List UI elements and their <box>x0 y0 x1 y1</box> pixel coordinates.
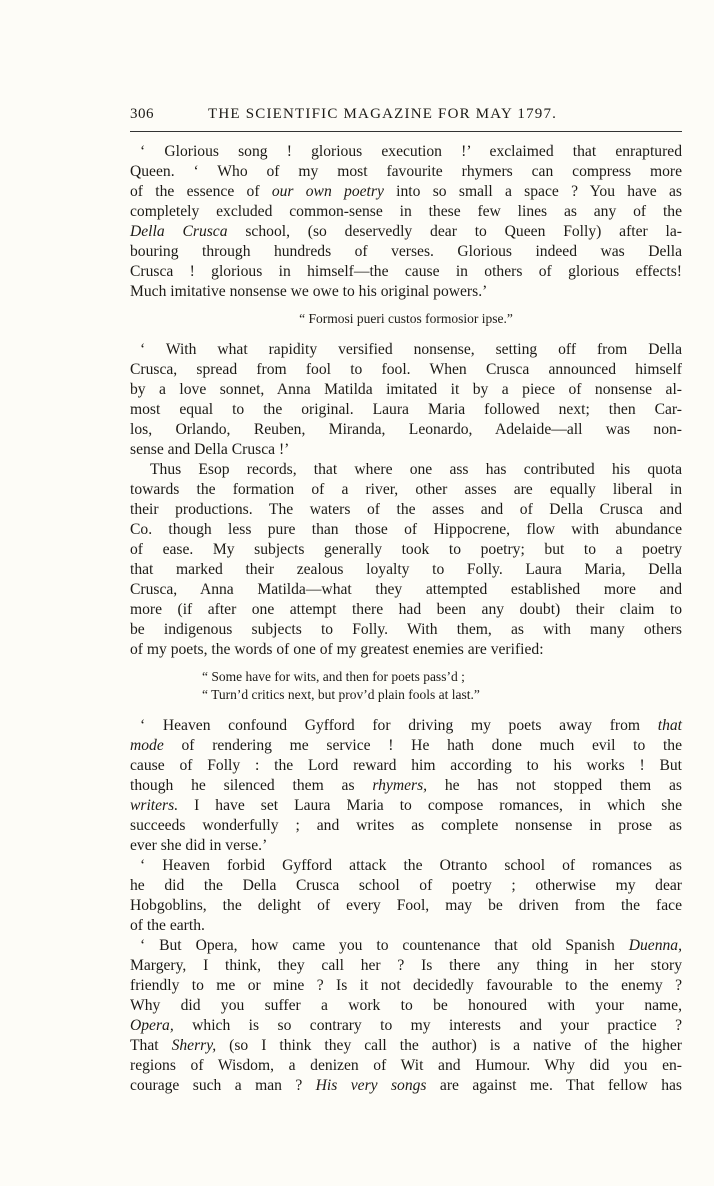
text-line: That Sherry, (so I think they call the author) is a native of the higher <box>130 1037 682 1054</box>
paragraph-1 <box>130 142 682 302</box>
paragraph-5 <box>130 856 682 936</box>
text-line: Opera, which is so contrary to my interests and your practice ? <box>130 1017 682 1034</box>
running-title: THE SCIENTIFIC MAGAZINE FOR MAY 1797. <box>208 106 558 122</box>
text-line: towards the formation of a river, other asses are equally liberal in <box>130 481 682 498</box>
text-line: of the essence of our own poetry into so small a space ? You have as <box>130 183 683 200</box>
text-line: though he silenced them as rhymers, he has not stopped them as <box>130 777 682 794</box>
text-line: Margery, I think, they call her ? Is there any thing in her story <box>130 957 682 974</box>
text-line: more (if after one attempt there had been any doubt) their claim to <box>130 601 682 618</box>
text-line: ‘ With what rapidity versified nonsense, setting off from Della <box>140 341 682 358</box>
text-line: completely excluded common-sense in these few lines as any of the <box>130 203 682 220</box>
text-line: Queen. ‘ Who of my most favourite rhymers can compress more <box>130 163 682 180</box>
latin-quotation: “ Formosi pueri custos formosior ipse.” <box>299 311 513 326</box>
paragraph-6 <box>130 936 682 1096</box>
text-line: ever she did in verse.’ <box>130 837 268 854</box>
text-line: by a love sonnet, Anna Matilda imitated it by a piece of nonsense al- <box>130 381 682 398</box>
text-line: their productions. The waters of the asses and of Della Crusca and <box>130 501 682 518</box>
text-line: Co. though less pure than those of Hippocrene, flow with abundance <box>130 521 682 538</box>
italic-phrase: Della Crusca <box>130 223 228 240</box>
text-line: regions of Wisdom, a denizen of Wit and Humour. Why did you en- <box>130 1057 682 1074</box>
text-line: friendly to me or mine ? Is it not decidedly favourable to the enemy ? <box>130 977 682 994</box>
italic-phrase: Sherry, <box>171 1037 217 1054</box>
italic-phrase: Opera, <box>130 1017 174 1034</box>
text-line: succeeds wonderfully ; and writes as complete nonsense in prose as <box>130 817 682 834</box>
text-line: he did the Della Crusca school of poetry ; otherwise my dear <box>130 877 682 894</box>
text-line: of my poets, the words of one of my greatest enemies are verified: <box>130 641 544 658</box>
text-line: los, Orlando, Reuben, Miranda, Leonardo, Adelaide—all was non- <box>130 421 682 438</box>
italic-phrase: our own poetry <box>271 183 384 200</box>
text-line: ‘ Glorious song ! glorious execution !’ exclaimed that enraptured <box>140 143 682 160</box>
italic-phrase: His very songs <box>315 1077 427 1094</box>
text-line: that marked their zealous loyalty to Folly. Laura Maria, Della <box>130 561 682 578</box>
text-line: Why did you suffer a work to be honoured with your name, <box>130 997 682 1014</box>
italic-phrase: rhymers, <box>372 777 428 794</box>
paragraph-3 <box>130 460 682 660</box>
italic-phrase: writers. <box>130 797 179 814</box>
text-line: Crusca, Anna Matilda—what they attempted established more and <box>130 581 682 598</box>
text-line: of the earth. <box>130 917 205 934</box>
text-line: mode of rendering me service ! He hath done much evil to the <box>130 737 682 754</box>
verse-line: “ Some have for wits, and then for poets pass’d ; <box>202 669 465 684</box>
text-line: Crusca, spread from fool to fool. When Crusca announced himself <box>130 361 682 378</box>
text-line: Crusca ! glorious in himself—the cause in others of glorious effects! <box>130 263 682 280</box>
text-line: sense and Della Crusca !’ <box>130 441 290 458</box>
text-line: of ease. My subjects generally took to poetry; but to a poetry <box>130 541 682 558</box>
text-line: most equal to the original. Laura Maria followed next; then Car- <box>130 401 682 418</box>
text-line: cause of Folly : the Lord reward him according to his works ! But <box>130 757 682 774</box>
text-line: ‘ Heaven forbid Gyfford attack the Otranto school of romances as <box>140 857 682 874</box>
italic-phrase: Duenna, <box>628 937 682 954</box>
verse-line: “ Turn’d critics next, but prov’d plain fools at last.” <box>202 687 480 702</box>
italic-phrase: mode <box>130 737 164 754</box>
text-line: bouring through hundreds of verses. Glorious indeed was Della <box>130 243 682 260</box>
italic-phrase: that <box>657 717 682 734</box>
text-line: ‘ But Opera, how came you to countenance that old Spanish Duenna, <box>140 937 682 954</box>
page-number: 306 <box>130 106 154 122</box>
page-body <box>130 142 682 1096</box>
text-line: ‘ Heaven confound Gyfford for driving my poets away from that <box>140 717 682 734</box>
text-line: Much imitative nonsense we owe to his original powers.’ <box>130 283 488 300</box>
text-line: Della Crusca school, (so deservedly dear to Queen Folly) after la- <box>130 223 682 240</box>
paragraph-2 <box>130 340 682 460</box>
text-line: be indigenous subjects to Folly. With them, as with many others <box>130 621 682 638</box>
paragraph-4 <box>130 716 682 856</box>
text-line: Thus Esop records, that where one ass has contributed his quota <box>150 461 682 478</box>
verse-quotation <box>202 668 682 704</box>
text-line: writers. I have set Laura Maria to compose romances, in which she <box>130 797 682 814</box>
text-line: Hobgoblins, the delight of every Fool, may be driven from the face <box>130 897 682 914</box>
header-rule <box>130 131 682 132</box>
text-line: courage such a man ? His very songs are against me. That fellow has <box>130 1077 682 1094</box>
